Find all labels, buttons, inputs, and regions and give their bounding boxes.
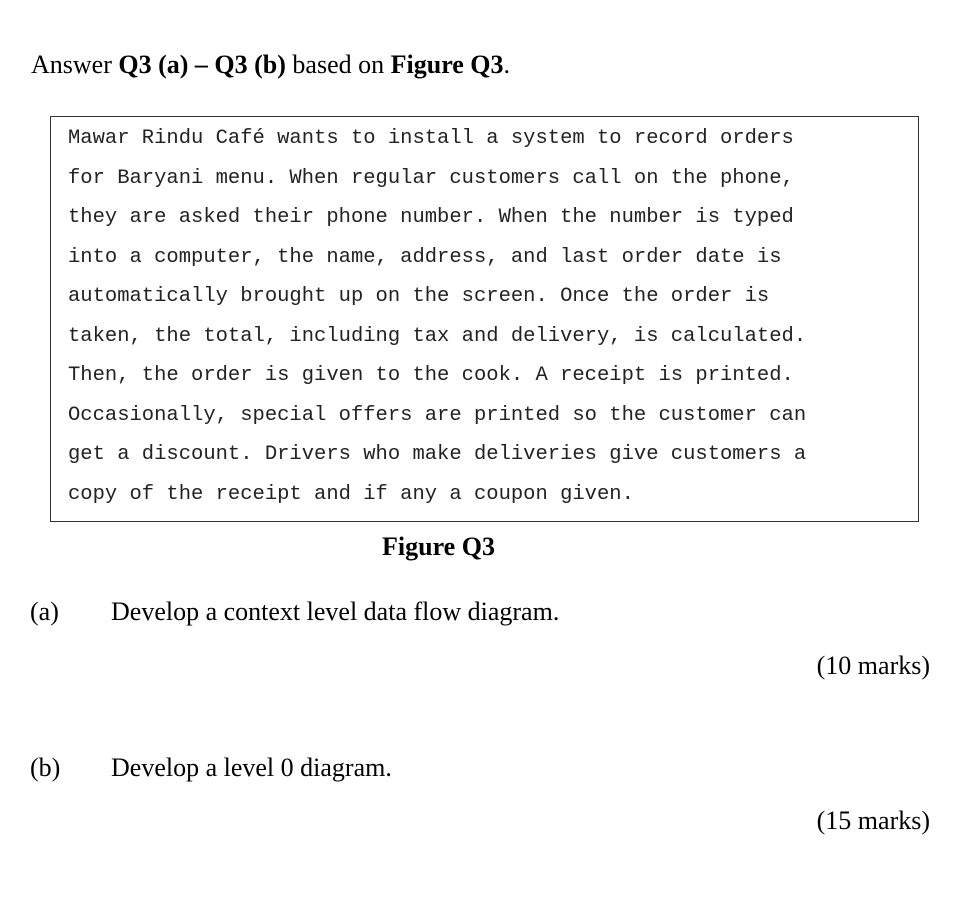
figure-line: into a computer, the name, address, and last order date is (68, 246, 782, 269)
figure-line: taken, the total, including tax and delivery, is calculated. (68, 325, 807, 348)
figure-line: automatically brought up on the screen. Once the order is (68, 285, 770, 308)
instruction-prefix: Answer (31, 50, 119, 79)
question-b-marks: (15 marks) (816, 806, 930, 835)
question-b-text: Develop a level 0 diagram. (111, 753, 392, 782)
figure-line: for Baryani menu. When regular customers call on the phone, (68, 167, 794, 190)
figure-line: Then, the order is given to the cook. A receipt is printed. (68, 364, 794, 387)
question-b-label: (b) (30, 753, 61, 782)
instruction-question-range: Q3 (a) – Q3 (b) (118, 50, 286, 79)
figure-caption: Figure Q3 (382, 532, 495, 561)
instruction-text (31, 50, 510, 80)
figure-line: copy of the receipt and if any a coupon given. (68, 483, 634, 506)
question-a-text: Develop a context level data flow diagram. (111, 597, 560, 626)
figure-line: Occasionally, special offers are printed so the customer can (68, 404, 807, 427)
figure-line: get a discount. Drivers who make deliveries give customers a (68, 443, 807, 466)
figure-line: they are asked their phone number. When the number is typed (68, 206, 794, 229)
question-a-marks: (10 marks) (816, 651, 930, 680)
figure-q3-box (50, 116, 919, 522)
question-a-label: (a) (30, 597, 59, 626)
instruction-figure-ref: Figure Q3 (390, 50, 504, 79)
instruction-suffix: . (503, 50, 511, 79)
figure-line: Mawar Rindu Café wants to install a system to record orders (68, 127, 794, 150)
instruction-middle: based on (285, 50, 391, 79)
